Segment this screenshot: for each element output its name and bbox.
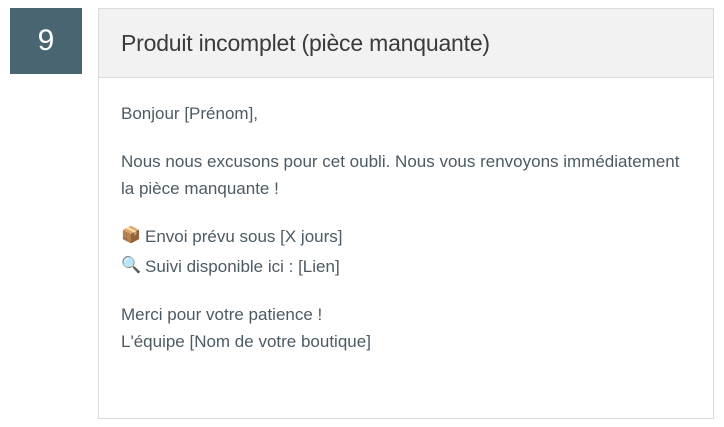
closing-block (121, 301, 691, 356)
list-item-label: Suivi disponible ici : [Lien] (145, 257, 340, 277)
bullet-list (121, 223, 691, 281)
card-title: Produit incomplet (pièce manquante) (121, 29, 490, 56)
magnifier-icon: 🔍 (121, 257, 141, 275)
signature-text: L'équipe [Nom de votre boutique] (121, 332, 371, 352)
list-item (121, 223, 691, 251)
item-number-badge (10, 8, 82, 74)
greeting-text: Bonjour [Prénom], (121, 104, 259, 123)
item-number-label: 9 (37, 24, 55, 57)
card-header (99, 9, 713, 78)
list-item-label: Envoi prévu sous [X jours] (145, 226, 343, 246)
body-paragraph: Nous nous excusons pour cet oubli. Nous vous renvoyons immédiatement la pièce manquante ! (121, 151, 680, 199)
message-template-card (98, 8, 714, 419)
list-item (121, 253, 691, 281)
package-icon: 📦 (121, 226, 141, 244)
closing-text: Merci pour votre patience ! (121, 304, 323, 324)
card-body (99, 78, 713, 356)
